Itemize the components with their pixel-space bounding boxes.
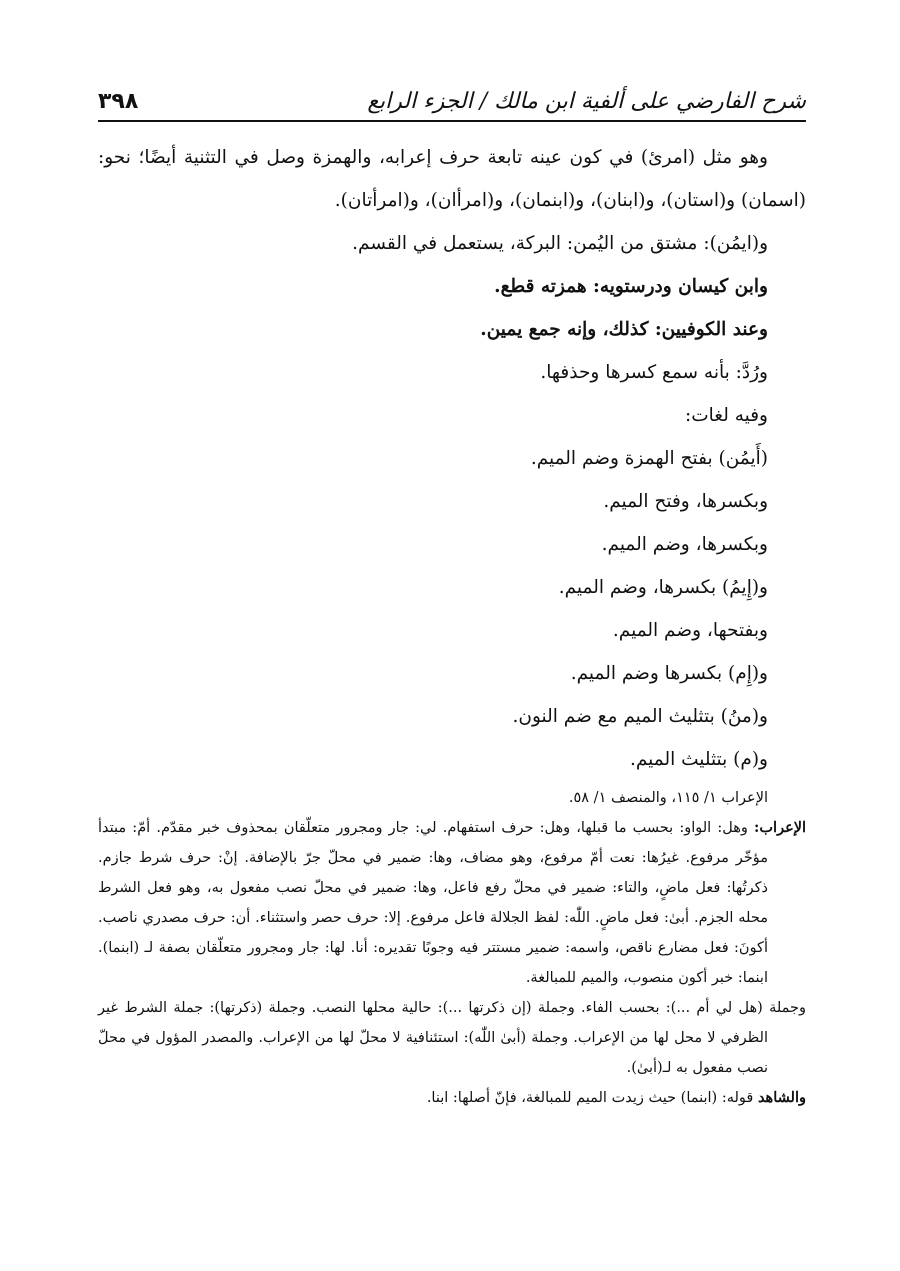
irab-label: الإعراب: (754, 819, 807, 836)
dialect-item: وبفتحها، وضم الميم. (612, 620, 768, 641)
main-text (98, 136, 806, 781)
paragraph-amri: وهو مثل (امرئ) في كون عينه تابعة حرف إعرابه، والهمزة وصل في التثنية أيضًا؛ نحو: (اسمان) و(استان)، و(ابنان)، و(ابنمان)، و(امرأان)، و(امرأتان). (98, 147, 806, 211)
line-kufiyyin: وعند الكوفيين: كذلك، وإنه جمع يمين. (480, 319, 768, 340)
page-number: ٣٩٨ (98, 89, 139, 114)
footnote-jumla: وجملة (هل لي أم ...): بحسب الفاء. وجملة (إن ذكرتها ...): حالية محلها النصب. وجملة (ذكرتها): جملة الشرط غير الظرفي لا محل لها من الإعراب. وجملة (أبىٰ اللّٰه): استئنافية لا محلّ لها من الإعراب. والمصدر المؤول في محلّ نصب مفعول به لـ(أبىٰ). (98, 1000, 806, 1076)
dialect-item: و(إِيمُ) بكسرها، وضم الميم. (558, 577, 768, 598)
line-ibn-kaysan: وابن كيسان ودرستويه: همزته قطع. (494, 276, 768, 297)
dialect-item: و(إِم) بكسرها وضم الميم. (570, 663, 768, 684)
shahid-label: والشاهد (757, 1089, 806, 1106)
page-header (98, 78, 806, 122)
dialect-item: وبكسرها، وفتح الميم. (603, 491, 768, 512)
dialect-item: و(منُ) بتثليث الميم مع ضم النون. (512, 706, 768, 727)
dialect-item: و(م) بتثليث الميم. (629, 749, 768, 770)
line-rudda: ورُدَّ: بأنه سمع كسرها وحذفها. (540, 362, 768, 383)
footnotes (98, 783, 806, 1113)
footnote-shahid (98, 1083, 806, 1113)
dialect-item: (أَيمُن) بفتح الهمزة وضم الميم. (530, 448, 768, 469)
line-lughat-heading: وفيه لغات: (684, 405, 768, 426)
shahid-text: قوله: (ابنما) حيث زيدت الميم للمبالغة، فإنّ أصلها: ابنا. (426, 1090, 754, 1106)
irab-text: وهل: الواو: بحسب ما قبلها، وهل: حرف استفهام. لي: جار ومجرور متعلّقان بمحذوف خبر مقدّم. أمّ: مبتدأ مؤخّر مرفوع. غيرُها: نعت أمّ مرفوع، وهو مضاف، وها: ضمير في محلّ جرّ بالإضافة. إنْ: حرف شرط جازم. ذكرتُها: فعل ماضٍ، والتاء: ضمير في محلّ رفع فاعل، وها: ضمير في محلّ نصب مفعول به، وهو فعل الشرط محله الجزم. أبىٰ: فعل ماضٍ. اللّٰه: لفظ الجلالة فاعل مرفوع. إلا: حرف حصر واستثناء. أن: حرف مصدري ناصب. أكونَ: فعل مضارع ناقص، واسمه: ضمير مستتر فيه وجوبًا تقديره: أنا. لها: جار ومجرور متعلّقان بصفة لـ (ابنما). ابنما: خبر أكون منصوب، والميم للمبالغة. (98, 820, 768, 986)
footnote-irab (98, 813, 806, 993)
book-page (98, 78, 807, 1106)
dialect-item: وبكسرها، وضم الميم. (601, 534, 768, 555)
footnote-reference: الإعراب ١/ ١١٥، والمنصف ١/ ٥٨. (568, 790, 768, 806)
line-aymun-definition: و(ايمُن): مشتق من اليُمن: البركة، يستعمل في القسم. (352, 233, 768, 254)
running-title: شرح الفارضي على ألفية ابن مالك / الجزء الرابع (367, 89, 806, 114)
